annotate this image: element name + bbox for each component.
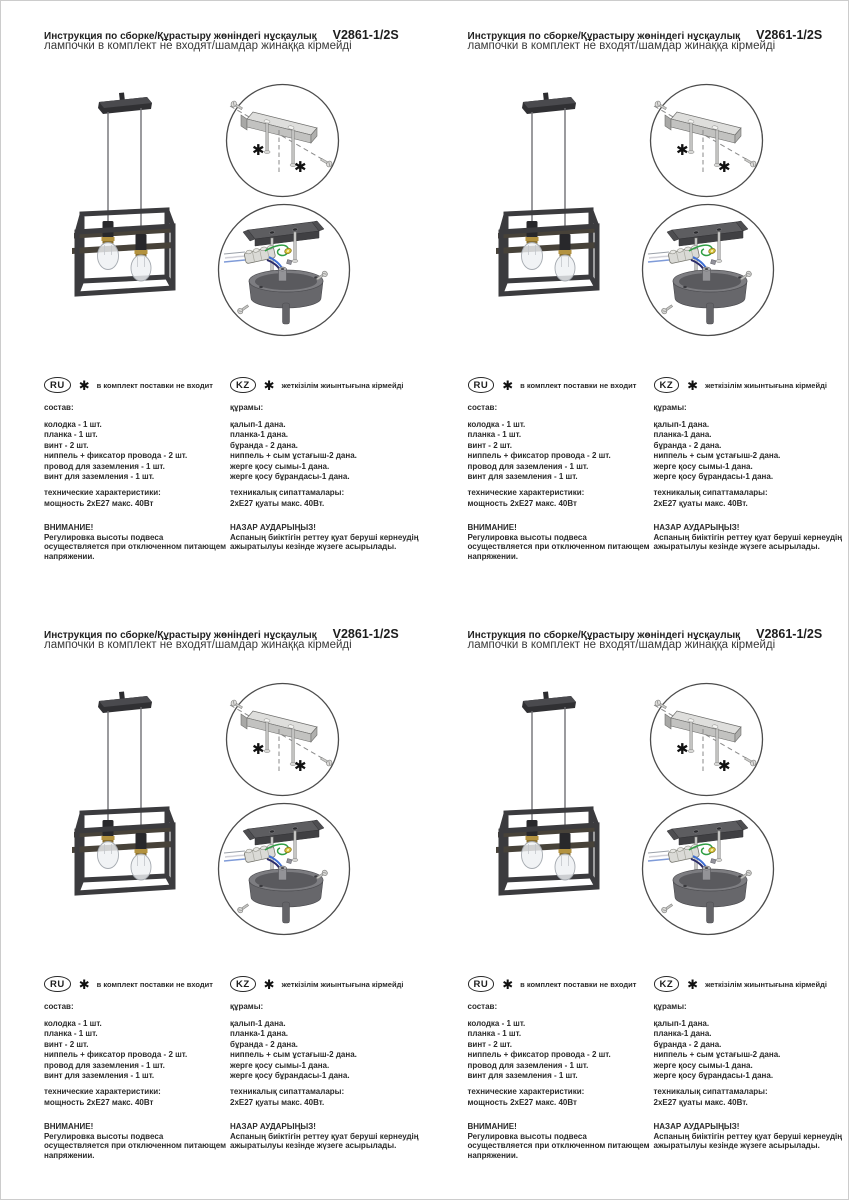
subtitle: лампочки в комплект не входят/шамдар жинаққа кірмейді [44, 639, 352, 651]
page-title: Инструкция по сборке/Құрастыру жөніндегі нұсқаулық [44, 31, 317, 42]
ru-list-label: состав: [467, 1002, 498, 1011]
page-title: Инструкция по сборке/Құрастыру жөніндегі нұсқаулық [44, 630, 317, 641]
cup-nipple [279, 267, 287, 281]
ru-list-label: состав: [467, 403, 498, 412]
cup-stem [706, 902, 713, 923]
ru-warning-text: Регулировка высоты подвеса осуществляется при отключенном питающем напряжении. [44, 1131, 227, 1161]
asterisk-icon: ✱ [502, 377, 514, 393]
subtitle: лампочки в комплект не входят/шамдар жинаққа кірмейді [467, 40, 776, 52]
asterisk-icon: ✱ [675, 142, 689, 159]
part-item: қалып-1 дана. [230, 420, 286, 429]
asterisk-icon: ✱ [252, 741, 265, 758]
ru-section [44, 377, 230, 562]
kz-specs [654, 488, 849, 509]
ru-warning-text: Регулировка высоты подвеса осуществляется при отключенном питающем напряжении. [467, 532, 650, 562]
kz-not-included-note: жеткізілім жиынтығына кірмейді [705, 380, 827, 390]
ru-specs-value: мощность 2хЕ27 макс. 40Вт [467, 498, 577, 508]
part-item: провод для заземления - 1 шт. [467, 461, 589, 471]
part-item: жерге қосу сымы-1 дана. [230, 1060, 330, 1070]
kz-badge-row [230, 377, 425, 393]
kz-badge-row [654, 377, 849, 393]
kz-language-badge: KZ [230, 377, 256, 393]
cup-nipple [702, 866, 710, 880]
ru-warning-title: ВНИМАНИЕ! [44, 1122, 94, 1132]
ru-language-badge: RU [468, 377, 495, 393]
ru-language-badge: RU [44, 976, 71, 992]
kz-not-included-note: жеткізілім жиынтығына кірмейді [705, 979, 827, 989]
nut [287, 260, 292, 265]
asterisk-icon: ✱ [717, 758, 731, 775]
part-item: винт для заземления - 1 шт. [467, 1071, 578, 1081]
ru-not-included-note: в комплект поставки не входит [96, 380, 213, 390]
model-number: V2861-1/2S [332, 627, 399, 641]
cup-stem [706, 303, 713, 324]
socket-right [135, 833, 148, 856]
ru-warning-text: Регулировка высоты подвеса осуществляется при отключенном питающем напряжении. [467, 1131, 650, 1161]
socket-right [558, 833, 571, 856]
ru-specs [44, 488, 230, 509]
ru-warning-title: ВНИМАНИЕ! [467, 523, 517, 533]
asterisk-icon: ✱ [687, 976, 699, 992]
wiring-detail-diagram [641, 203, 775, 337]
instruction-sheet [1, 1, 425, 600]
part-item: ниппель + сым ұстағыш-2 дана. [230, 451, 357, 461]
part-item: бұранда - 2 дана. [653, 1039, 722, 1049]
model-number: V2861-1/2S [756, 28, 823, 42]
kz-language-badge: KZ [654, 377, 680, 393]
part-item: колодка - 1 шт. [44, 1019, 102, 1028]
ru-badge-row [44, 976, 230, 992]
part-item: планка-1 дана. [653, 1029, 712, 1039]
kz-warning-text: Аспаның биіктігін реттеу қуат беруші кернеудің ажыратылуы кезінде жүзеге асырылады. [230, 532, 419, 552]
asterisk-icon: ✱ [78, 976, 90, 992]
part-item: винт для заземления - 1 шт. [44, 472, 155, 482]
ru-list-label: состав: [44, 403, 74, 412]
bulb-left [521, 243, 542, 270]
nut [710, 859, 715, 864]
kz-badge-row [230, 976, 425, 992]
ru-specs-label: технические характеристики: [467, 1087, 585, 1097]
ru-badge-row [468, 976, 654, 992]
bracket-detail-diagram [225, 83, 340, 198]
kz-warning-title: НАЗАР АУДАРЫҢЫЗ! [653, 523, 740, 533]
instruction-sheet [1, 600, 425, 1199]
kz-specs [654, 1087, 849, 1108]
nut [287, 859, 292, 864]
kz-specs-value: 2хЕ27 қуаты макс. 40Вт. [653, 1097, 748, 1107]
shelf-bar-front [496, 242, 599, 254]
bulb-left [521, 842, 542, 869]
ru-warning-text: Регулировка высоты подвеса осуществляется при отключенном питающем напряжении. [44, 532, 227, 562]
ru-list-label: состав: [44, 1002, 74, 1011]
part-item: винт - 2 шт. [467, 1039, 512, 1049]
part-item: жерге қосу сымы-1 дана. [230, 461, 330, 471]
bracket-detail-diagram [649, 83, 764, 198]
kz-specs-label: техникалық сипаттамалары: [653, 488, 768, 498]
subtitle: лампочки в комплект не входят/шамдар жинаққа кірмейді [44, 40, 352, 52]
kz-specs-value: 2хЕ27 қуаты макс. 40Вт. [230, 498, 325, 508]
ru-specs [44, 1087, 230, 1108]
ru-warning-title: ВНИМАНИЕ! [467, 1122, 517, 1132]
kz-specs-label: техникалық сипаттамалары: [230, 488, 345, 498]
part-item: жерге қосу бұрандасы-1 дана. [653, 1071, 774, 1081]
instruction-sheet [425, 600, 849, 1199]
bulb-right [131, 854, 151, 880]
part-item: ниппель + фиксатор провода - 2 шт. [467, 451, 611, 461]
part-item: планка-1 дана. [230, 430, 289, 440]
part-item: қалып-1 дана. [230, 1019, 286, 1028]
part-item: ниппель + фиксатор провода - 2 шт. [467, 1050, 611, 1060]
kz-specs [230, 488, 425, 509]
ru-warning [44, 1122, 230, 1160]
kz-warning-title: НАЗАР АУДАРЫҢЫЗ! [230, 523, 316, 533]
asterisk-icon: ✱ [294, 159, 307, 176]
part-item: колодка - 1 шт. [467, 1019, 526, 1028]
ru-not-included-note: в комплект поставки не входит [520, 979, 637, 989]
part-item: винт для заземления - 1 шт. [467, 472, 578, 482]
ru-not-included-note: в комплект поставки не входит [96, 979, 213, 989]
part-item: колодка - 1 шт. [467, 420, 526, 429]
ru-warning [468, 1122, 654, 1160]
kz-parts-list [230, 420, 425, 482]
ceiling-canopy [98, 692, 152, 714]
part-item: планка - 1 шт. [44, 430, 98, 440]
part-item: планка-1 дана. [230, 1029, 289, 1039]
cup-nipple [279, 866, 287, 880]
ru-warning [468, 523, 654, 561]
socket-right [135, 234, 148, 257]
part-item: ниппель + фиксатор провода - 2 шт. [44, 451, 188, 461]
kz-specs-label: техникалық сипаттамалары: [653, 1087, 768, 1097]
subtitle: лампочки в комплект не входят/шамдар жинаққа кірмейді [467, 639, 776, 651]
cup-stem [283, 303, 290, 324]
kz-parts-list [654, 1019, 849, 1081]
part-item: ниппель + сым ұстағыш-2 дана. [653, 451, 781, 461]
wiring-detail-diagram [217, 203, 351, 337]
part-item: винт для заземления - 1 шт. [44, 1071, 155, 1081]
part-item: провод для заземления - 1 шт. [44, 461, 165, 471]
detail-circle [650, 85, 762, 197]
asterisk-icon: ✱ [263, 377, 275, 393]
ru-specs-value: мощность 2хЕ27 макс. 40Вт [44, 498, 154, 508]
kz-language-badge: KZ [230, 976, 256, 992]
kz-parts-list [654, 420, 849, 482]
bracket-detail-diagram [649, 682, 764, 797]
pendant-lamp-illustration [477, 89, 627, 364]
pendant-lamp-illustration [477, 688, 627, 963]
bulb-right [555, 854, 575, 880]
kz-list-label: құрамы: [653, 1002, 687, 1011]
part-item: ниппель + сым ұстағыш-2 дана. [653, 1050, 781, 1060]
kz-list-label: құрамы: [230, 403, 264, 412]
part-item: жерге қосу бұрандасы-1 дана. [653, 472, 774, 482]
part-item: планка - 1 шт. [467, 1029, 522, 1039]
kz-warning-text: Аспаның биіктігін реттеу қуат беруші кернеудің ажыратылуы кезінде жүзеге асырылады. [653, 1131, 843, 1151]
part-item: бұранда - 2 дана. [230, 440, 298, 450]
ru-section [44, 976, 230, 1161]
socket-right [558, 234, 571, 257]
ru-section [468, 377, 654, 562]
part-item: колодка - 1 шт. [44, 420, 102, 429]
asterisk-icon: ✱ [687, 377, 699, 393]
part-item: винт - 2 шт. [467, 440, 512, 450]
kz-specs-value: 2хЕ27 қуаты макс. 40Вт. [653, 498, 748, 508]
ru-not-included-note: в комплект поставки не входит [520, 380, 637, 390]
kz-specs-label: техникалық сипаттамалары: [230, 1087, 345, 1097]
kz-warning [230, 523, 425, 552]
part-item: жерге қосу сымы-1 дана. [653, 1060, 753, 1070]
kz-language-badge: KZ [654, 976, 680, 992]
ru-parts-list [468, 1019, 654, 1081]
ru-specs [468, 1087, 654, 1108]
instruction-sheet [425, 1, 849, 600]
model-number: V2861-1/2S [756, 627, 823, 641]
part-item: қалып-1 дана. [653, 1019, 710, 1028]
kz-list-label: құрамы: [653, 403, 687, 412]
cup-nipple [702, 267, 710, 281]
kz-warning-text: Аспаның биіктігін реттеу қуат беруші кернеудің ажыратылуы кезінде жүзеге асырылады. [230, 1131, 419, 1151]
bulb-left [98, 842, 119, 869]
kz-specs-value: 2хЕ27 қуаты макс. 40Вт. [230, 1097, 325, 1107]
kz-warning-title: НАЗАР АУДАРЫҢЫЗ! [653, 1122, 740, 1132]
ru-badge-row [44, 377, 230, 393]
kz-warning [230, 1122, 425, 1151]
part-item: планка - 1 шт. [467, 430, 522, 440]
pendant-lamp-illustration [53, 688, 203, 963]
ru-specs-value: мощность 2хЕ27 макс. 40Вт [467, 1097, 577, 1107]
shelf-bar-front [72, 841, 175, 853]
shelf-bar-front [496, 841, 599, 853]
part-item: жерге қосу бұрандасы-1 дана. [230, 472, 350, 482]
kz-warning-title: НАЗАР АУДАРЫҢЫЗ! [230, 1122, 316, 1132]
model-number: V2861-1/2S [332, 28, 399, 42]
part-item: ниппель + сым ұстағыш-2 дана. [230, 1050, 357, 1060]
part-item: жерге қосу бұрандасы-1 дана. [230, 1071, 350, 1081]
detail-circle [227, 684, 339, 796]
ceiling-canopy [98, 93, 152, 115]
detail-circle [227, 85, 339, 197]
ru-specs-value: мощность 2хЕ27 макс. 40Вт [44, 1097, 154, 1107]
bulb-right [131, 255, 151, 281]
ceiling-canopy [522, 93, 576, 115]
ru-parts-list [44, 420, 230, 482]
asterisk-icon: ✱ [675, 741, 689, 758]
kz-warning [654, 523, 849, 552]
ru-parts-list [44, 1019, 230, 1081]
part-item: қалып-1 дана. [653, 420, 710, 429]
part-item: провод для заземления - 1 шт. [44, 1060, 165, 1070]
wiring-detail-diagram [641, 802, 775, 936]
bulb-right [555, 255, 575, 281]
ru-parts-list [468, 420, 654, 482]
ru-specs [468, 488, 654, 509]
asterisk-icon: ✱ [263, 976, 275, 992]
kz-section [230, 976, 425, 1151]
kz-section [654, 377, 849, 552]
asterisk-icon: ✱ [294, 758, 307, 775]
kz-badge-row [654, 976, 849, 992]
kz-warning [654, 1122, 849, 1151]
pendant-lamp-illustration [53, 89, 203, 364]
ru-language-badge: RU [468, 976, 495, 992]
part-item: ниппель + фиксатор провода - 2 шт. [44, 1050, 188, 1060]
asterisk-icon: ✱ [717, 159, 731, 176]
ru-section [468, 976, 654, 1161]
asterisk-icon: ✱ [502, 976, 514, 992]
wiring-detail-diagram [217, 802, 351, 936]
part-item: бұранда - 2 дана. [230, 1039, 298, 1049]
ru-specs-label: технические характеристики: [44, 488, 161, 498]
asterisk-icon: ✱ [78, 377, 90, 393]
part-item: провод для заземления - 1 шт. [467, 1060, 589, 1070]
kz-warning-text: Аспаның биіктігін реттеу қуат беруші кернеудің ажыратылуы кезінде жүзеге асырылады. [653, 532, 843, 552]
detail-circle [650, 684, 762, 796]
kz-section [654, 976, 849, 1151]
kz-list-label: құрамы: [230, 1002, 264, 1011]
ru-specs-label: технические характеристики: [467, 488, 585, 498]
part-item: жерге қосу сымы-1 дана. [653, 461, 753, 471]
bracket-detail-diagram [225, 682, 340, 797]
page-title: Инструкция по сборке/Құрастыру жөніндегі нұсқаулық [467, 31, 741, 42]
part-item: винт - 2 шт. [44, 1039, 89, 1049]
kz-section [230, 377, 425, 552]
bulb-left [98, 243, 119, 270]
ru-warning-title: ВНИМАНИЕ! [44, 523, 94, 533]
page-title: Инструкция по сборке/Құрастыру жөніндегі нұсқаулық [467, 630, 741, 641]
part-item: бұранда - 2 дана. [653, 440, 722, 450]
ru-language-badge: RU [44, 377, 71, 393]
kz-not-included-note: жеткізілім жиынтығына кірмейді [281, 380, 404, 390]
ru-warning [44, 523, 230, 561]
nut [710, 260, 715, 265]
part-item: винт - 2 шт. [44, 440, 89, 450]
kz-not-included-note: жеткізілім жиынтығына кірмейді [281, 979, 404, 989]
asterisk-icon: ✱ [252, 142, 265, 159]
ru-badge-row [468, 377, 654, 393]
part-item: планка-1 дана. [653, 430, 712, 440]
kz-parts-list [230, 1019, 425, 1081]
shelf-bar-front [72, 242, 175, 254]
ru-specs-label: технические характеристики: [44, 1087, 161, 1097]
part-item: планка - 1 шт. [44, 1029, 98, 1039]
kz-specs [230, 1087, 425, 1108]
ceiling-canopy [522, 692, 576, 714]
cup-stem [283, 902, 290, 923]
